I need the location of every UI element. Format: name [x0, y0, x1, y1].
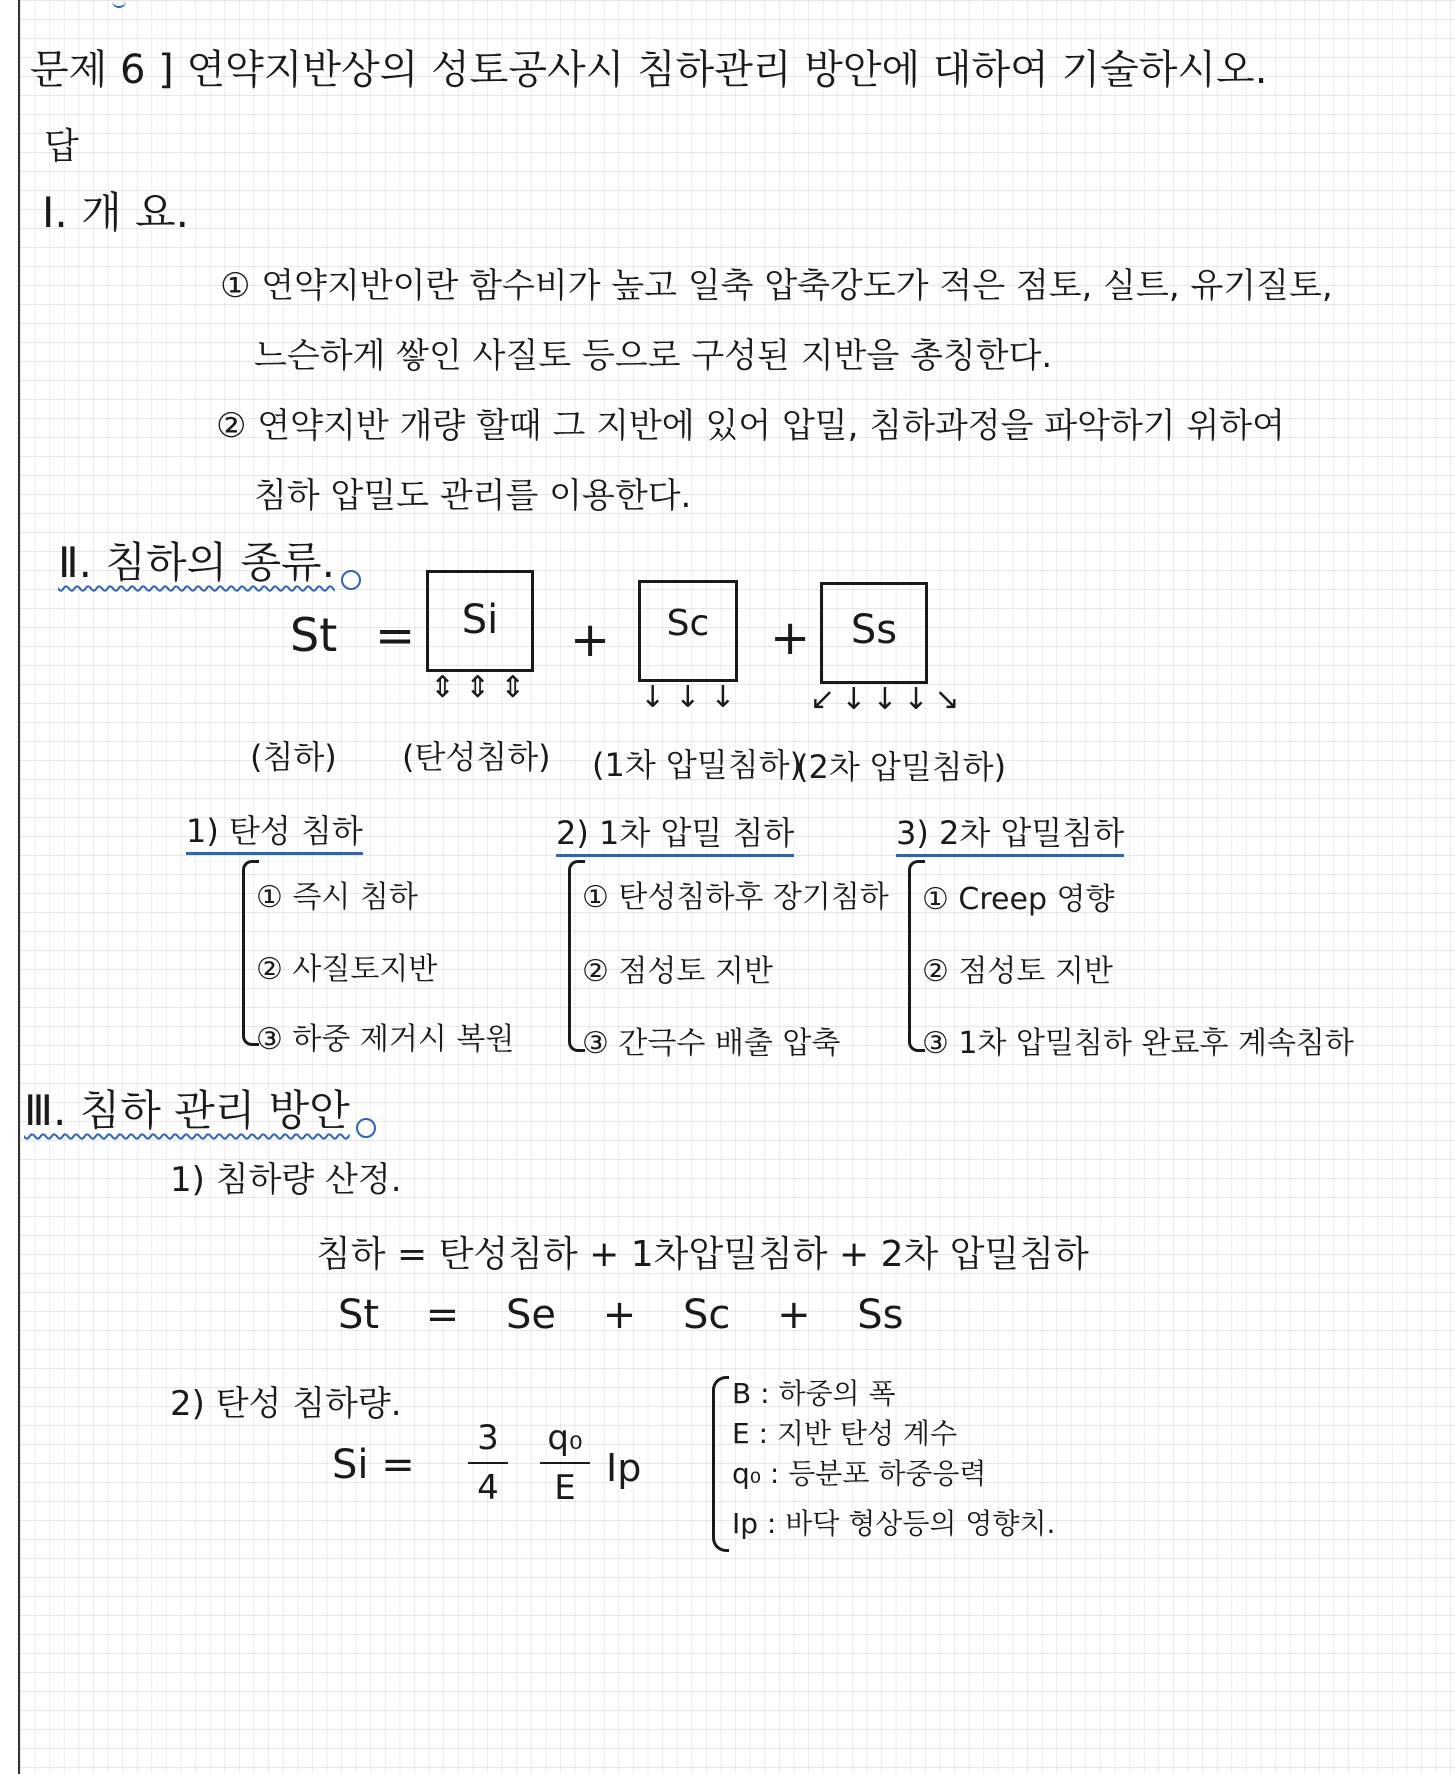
col3-title-text: 3) 2차 압밀침하	[896, 814, 1124, 857]
plus-sign-2: +	[770, 610, 811, 666]
legend-item-e: E : 지반 탄성 계수	[732, 1417, 958, 1450]
col3-title	[896, 808, 1124, 854]
section1-p2-line2: 침하 압밀도 관리를 이용한다.	[254, 476, 692, 516]
caption-primary: (1차 압밀침하)	[592, 746, 803, 784]
col2-title	[556, 808, 794, 854]
section3-sub1: 1) 침하량 산정.	[170, 1160, 402, 1200]
question-title-text: 문제 6 ] 연약지반상의 성토공사시 침하관리 방안에 대하여 기술하시오.	[30, 47, 1268, 93]
col3-item-2: ② 점성토 지반	[922, 954, 1113, 989]
section2-heading-text: Ⅱ. 침하의 종류.	[58, 538, 335, 587]
box-secondary-consolidation	[820, 582, 928, 684]
ip-symbol: Ip	[606, 1446, 642, 1490]
fraction-three-quarters	[468, 1418, 508, 1508]
si-lhs: Si =	[332, 1442, 415, 1488]
answer-label: 답	[44, 126, 79, 167]
box-elastic-settlement	[426, 570, 534, 672]
box-secondary-label: Ss	[850, 607, 898, 653]
col1-item-3: ③ 하중 제거시 복원	[256, 1022, 515, 1057]
box-primary-label: Sc	[666, 603, 710, 644]
section1-p1-line2: 느슨하게 쌓인 사질토 등으로 구성된 지반을 총칭한다.	[254, 336, 1053, 376]
section2-heading	[58, 530, 361, 590]
col2-item-3: ③ 간극수 배출 압축	[582, 1026, 841, 1061]
fraction2-denominator: E	[554, 1468, 576, 1508]
col2-item-2: ② 점성토 지반	[582, 954, 773, 989]
elastic-arrows-icon: ⇕⇕⇕	[430, 670, 536, 705]
legend-item-b: B : 하중의 폭	[732, 1377, 896, 1410]
section1-p1-line1: ① 연약지반이란 함수비가 높고 일축 압축강도가 적은 점토, 실트, 유기질토,	[220, 266, 1333, 306]
caption-elastic: (탄성침하)	[402, 738, 551, 776]
box-primary-consolidation	[638, 580, 738, 682]
col1-item-1: ① 즉시 침하	[256, 880, 418, 915]
section1-p2-line1: ② 연약지반 개량 할때 그 지반에 있어 압밀, 침하과정을 파악하기 위하여	[216, 406, 1285, 446]
circle-mark-icon-2	[356, 1118, 376, 1138]
fraction1-denominator: 4	[477, 1468, 499, 1508]
equals-sign: =	[375, 608, 416, 664]
corner-pen-mark	[112, 0, 126, 8]
primary-arrows-icon: ↓↓↓	[640, 680, 746, 715]
col2-title-text: 2) 1차 압밀 침하	[556, 814, 794, 857]
section3-heading-text: Ⅲ. 침하 관리 방안	[24, 1086, 350, 1135]
caption-total: (침하)	[250, 738, 337, 776]
col2-item-1: ① 탄성침하후 장기침하	[582, 880, 889, 915]
legend-brace	[712, 1376, 729, 1552]
fraction1-bar	[468, 1462, 508, 1464]
col1-title-text: 1) 탄성 침하	[186, 812, 363, 855]
legend-item-ip: Ip : 바닥 형상등의 영향치.	[732, 1507, 1056, 1540]
col3-item-3: ③ 1차 압밀침하 완료후 계속침하	[922, 1026, 1354, 1061]
fraction-q0-over-e	[540, 1418, 590, 1508]
legend-item-q0: q₀ : 등분포 하중응력	[732, 1457, 987, 1490]
caption-secondary: (2차 압밀침하)	[796, 748, 1007, 786]
circle-mark-icon	[341, 570, 361, 590]
secondary-arrows-icon: ↙↓↓↓↘	[810, 682, 966, 717]
section3-heading	[24, 1078, 376, 1138]
fraction2-bar	[540, 1462, 590, 1464]
settlement-equation-words: 침하 = 탄성침하 + 1차압밀침하 + 2차 압밀침하	[316, 1234, 1089, 1275]
notebook-page	[18, 0, 1455, 1774]
col3-item-1: ① Creep 영향	[922, 882, 1115, 917]
section1-heading: Ⅰ. 개 요.	[42, 188, 189, 237]
box-elastic-label: Si	[461, 597, 499, 643]
col1-item-2: ② 사질토지반	[256, 952, 438, 987]
settlement-equation-symbols: St = Se + Sc + Ss	[338, 1292, 904, 1338]
question-title	[30, 38, 1267, 95]
fraction2-numerator: q₀	[547, 1418, 583, 1458]
section3-sub2: 2) 탄성 침하량.	[170, 1384, 402, 1424]
fraction1-numerator: 3	[477, 1418, 499, 1458]
col1-title	[186, 806, 363, 852]
settlement-total-symbol: St	[290, 608, 338, 662]
plus-sign-1: +	[570, 612, 611, 668]
